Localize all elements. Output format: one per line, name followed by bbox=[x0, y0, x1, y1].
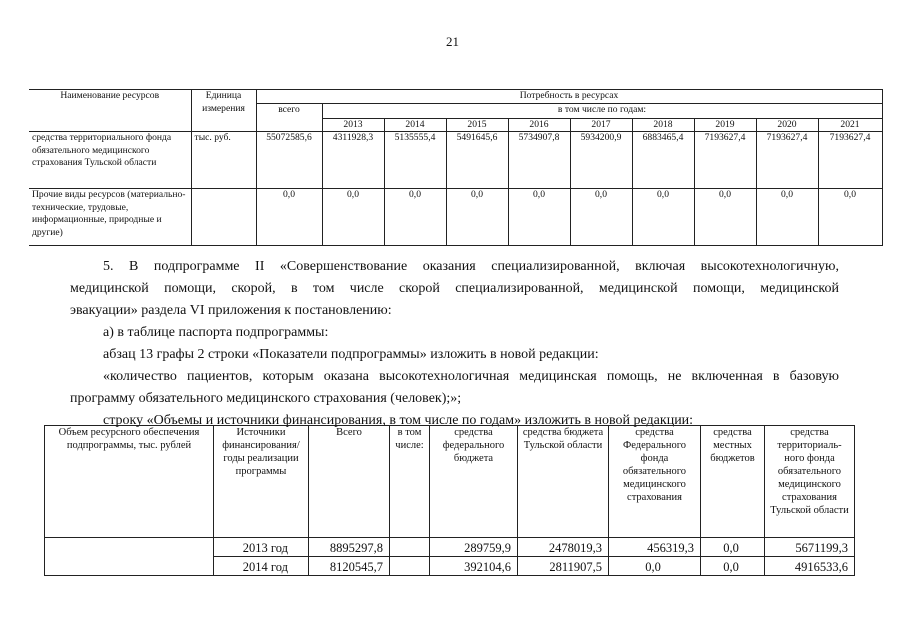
resource-value: 4311928,3 bbox=[322, 132, 384, 189]
financing-table bbox=[44, 425, 855, 576]
regional-cell: 2811907,5 bbox=[518, 557, 609, 576]
resource-value: 0,0 bbox=[818, 189, 882, 246]
resource-value: 0,0 bbox=[570, 189, 632, 246]
resource-value: 0,0 bbox=[384, 189, 446, 246]
resource-value: 0,0 bbox=[632, 189, 694, 246]
resource-total: 55072585,6 bbox=[256, 132, 322, 189]
paragraph-line: программу обязательного медицинского страхования (человек);»; bbox=[70, 391, 462, 406]
resource-unit: тыс. руб. bbox=[191, 132, 256, 189]
header-total: всего bbox=[256, 103, 322, 132]
resource-value: 7193627,4 bbox=[818, 132, 882, 189]
resource-value: 0,0 bbox=[694, 189, 756, 246]
paragraph-line: 5. В подпрограмме II «Совершенствование оказания специализированной, включая высокотехнологичную, bbox=[103, 259, 839, 274]
resource-value: 7193627,4 bbox=[694, 132, 756, 189]
page-number: 21 bbox=[446, 34, 459, 49]
paragraph-line: эвакуации» раздела VI приложения к постановлению: bbox=[70, 303, 392, 318]
resource-value: 0,0 bbox=[508, 189, 570, 246]
header-ffoms: средства Федерального фонда обязательного медицинского страхования bbox=[609, 426, 701, 538]
resources-table bbox=[29, 89, 883, 246]
year-cell: 2014 год bbox=[214, 557, 309, 576]
ffoms-cell: 0,0 bbox=[609, 557, 701, 576]
resource-value: 5934200,9 bbox=[570, 132, 632, 189]
resource-value: 0,0 bbox=[446, 189, 508, 246]
table-row bbox=[45, 557, 855, 576]
header-regional: средства бюджета Тульской области bbox=[518, 426, 609, 538]
header-tfoms: средства территориаль-ного фонда обязательного медицинского страхования Тульской области bbox=[765, 426, 855, 538]
resource-value: 5491645,6 bbox=[446, 132, 508, 189]
body-text bbox=[70, 256, 839, 432]
local-cell: 0,0 bbox=[701, 557, 765, 576]
resource-value: 7193627,4 bbox=[756, 132, 818, 189]
header-resource-name: Наименование ресурсов bbox=[29, 90, 191, 132]
table-row bbox=[29, 132, 882, 189]
header-year: 2016 bbox=[508, 118, 570, 132]
tfoms-cell: 4916533,6 bbox=[765, 557, 855, 576]
header-need: Потребность в ресурсах bbox=[256, 90, 882, 104]
header-federal: средства федерального бюджета bbox=[430, 426, 518, 538]
header-local: средства местных бюджетов bbox=[701, 426, 765, 538]
resource-name: Прочие виды ресурсов (материально-технические, трудовые, информационные, природные и другие) bbox=[29, 189, 191, 246]
regional-cell: 2478019,3 bbox=[518, 538, 609, 557]
header-year: 2021 bbox=[818, 118, 882, 132]
header-volume: Объем ресурсного обеспечения подпрограммы, тыс. рублей bbox=[45, 426, 214, 538]
federal-cell: 289759,9 bbox=[430, 538, 518, 557]
header-year: 2013 bbox=[322, 118, 384, 132]
paragraph-line: «количество пациентов, которым оказана высокотехнологичная медицинская помощь, не включенная в базовую bbox=[103, 369, 839, 384]
table-row bbox=[45, 538, 855, 557]
header-year: 2019 bbox=[694, 118, 756, 132]
header-including: в том числе: bbox=[390, 426, 430, 538]
paragraph-line: абзац 13 графы 2 строки «Показатели подпрограммы» изложить в новой редакции: bbox=[103, 347, 599, 362]
header-unit: Единица измерения bbox=[191, 90, 256, 132]
ffoms-cell: 456319,3 bbox=[609, 538, 701, 557]
table-row bbox=[29, 189, 882, 246]
resource-unit bbox=[191, 189, 256, 246]
year-cell: 2013 год bbox=[214, 538, 309, 557]
resource-value: 5734907,8 bbox=[508, 132, 570, 189]
header-year: 2018 bbox=[632, 118, 694, 132]
resource-value: 0,0 bbox=[756, 189, 818, 246]
paragraph-line: медицинской помощи, скорой, в том числе скорой специализированной, медицинской помощи, медицинской bbox=[70, 281, 839, 296]
resource-value: 6883465,4 bbox=[632, 132, 694, 189]
resource-value: 5135555,4 bbox=[384, 132, 446, 189]
header-year: 2015 bbox=[446, 118, 508, 132]
paragraph-line: строку «Объемы и источники финансирования, в том числе по годам» изложить в новой редакции: bbox=[103, 413, 694, 428]
resource-total: 0,0 bbox=[256, 189, 322, 246]
local-cell: 0,0 bbox=[701, 538, 765, 557]
header-year: 2017 bbox=[570, 118, 632, 132]
header-years: в том числе по годам: bbox=[322, 103, 882, 118]
total-cell: 8895297,8 bbox=[309, 538, 390, 557]
header-sources: Источники финансирования/ годы реализации программы bbox=[214, 426, 309, 538]
total-cell: 8120545,7 bbox=[309, 557, 390, 576]
header-total: Всего bbox=[309, 426, 390, 538]
header-year: 2014 bbox=[384, 118, 446, 132]
resource-name: средства территориального фонда обязательного медицинского страхования Тульской области bbox=[29, 132, 191, 189]
resource-value: 0,0 bbox=[322, 189, 384, 246]
federal-cell: 392104,6 bbox=[430, 557, 518, 576]
tfoms-cell: 5671199,3 bbox=[765, 538, 855, 557]
paragraph-line: а) в таблице паспорта подпрограммы: bbox=[103, 325, 329, 340]
header-year: 2020 bbox=[756, 118, 818, 132]
